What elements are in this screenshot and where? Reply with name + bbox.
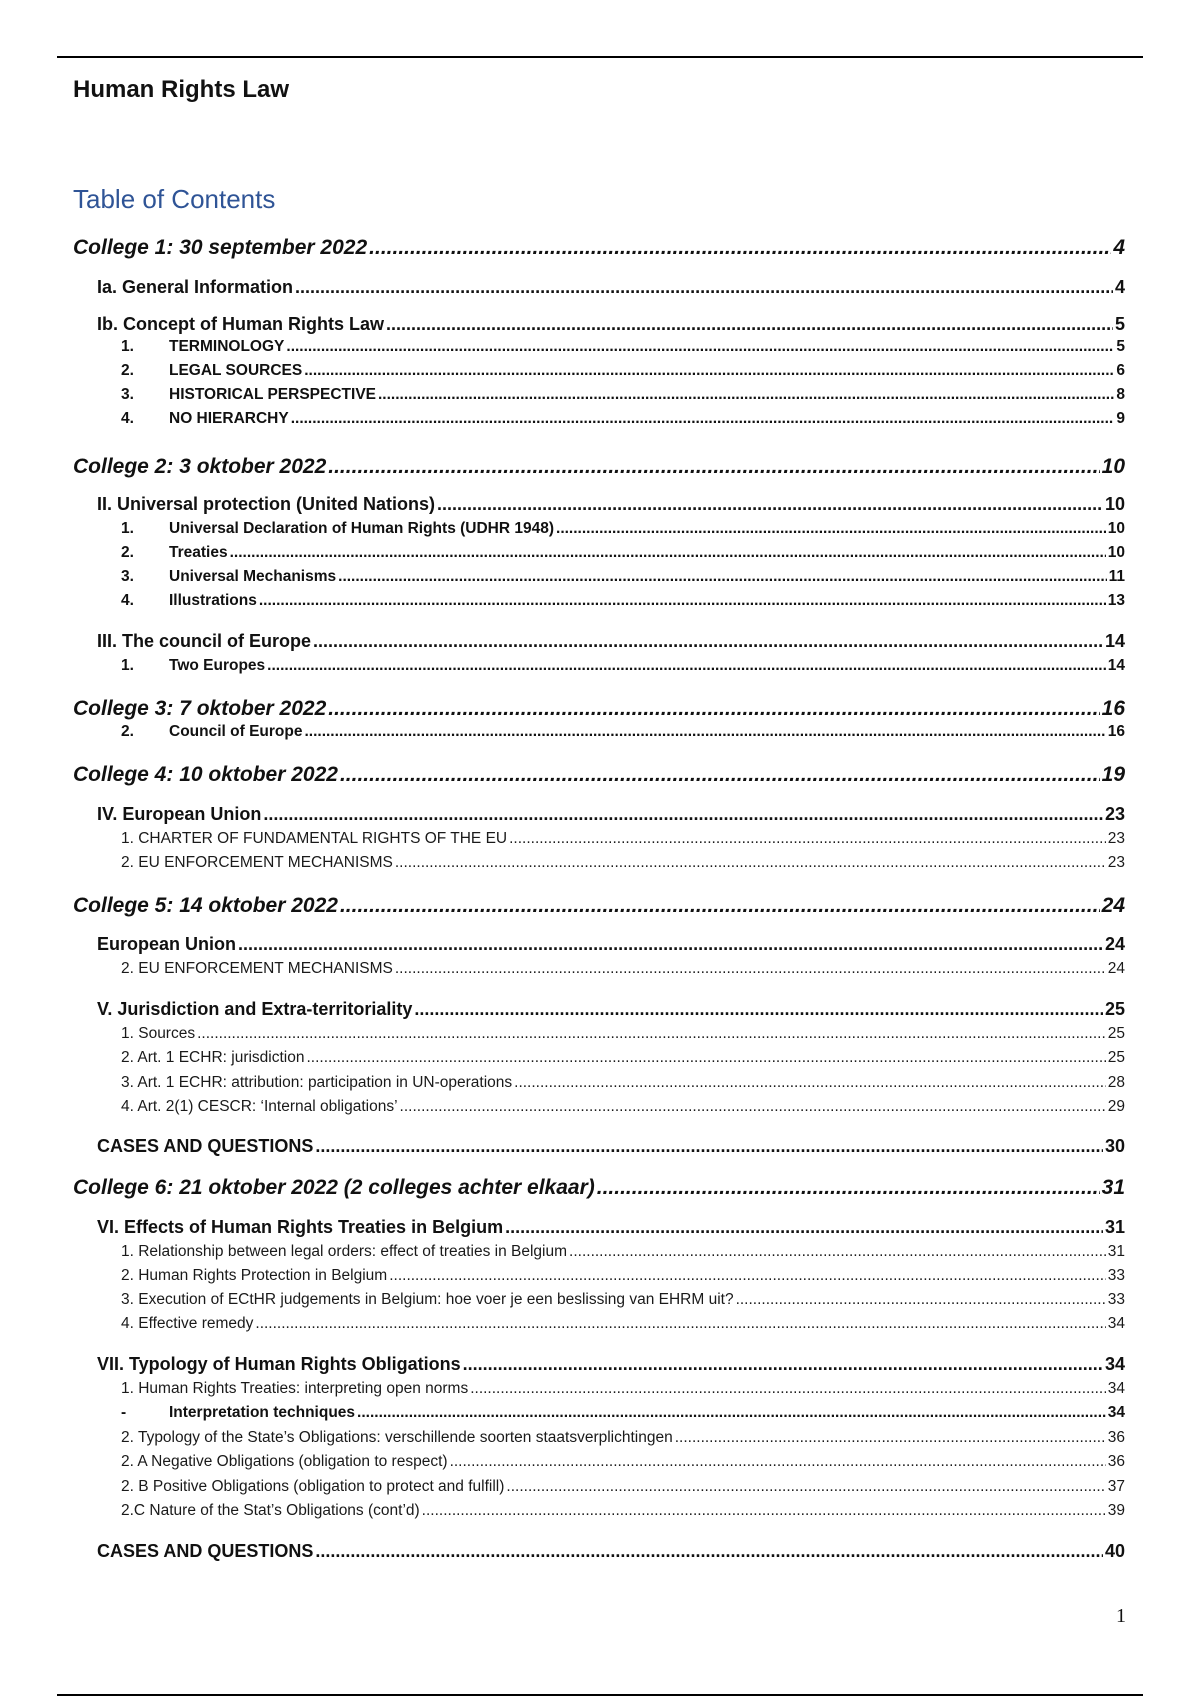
- toc-entry-page: 10: [1101, 455, 1125, 478]
- toc-entry-page: 4: [1114, 277, 1125, 297]
- toc-entry-page: 16: [1101, 697, 1125, 720]
- toc-entry-label: Interpretation techniques: [169, 1404, 356, 1421]
- toc-entry-label: College 4: 10 oktober 2022: [73, 763, 338, 786]
- toc-entry-page: 34: [1107, 1380, 1125, 1397]
- toc-entry[interactable]: [97, 494, 1125, 515]
- dot-leader: [340, 763, 1100, 787]
- toc-entry-number: 1.: [121, 338, 134, 355]
- dot-leader: [505, 1217, 1103, 1238]
- dot-leader: [267, 657, 1106, 675]
- toc-entry-label: Two Europes: [169, 657, 266, 674]
- toc-entry-page: 34: [1107, 1315, 1125, 1332]
- dot-leader: [450, 1453, 1106, 1471]
- toc-entry-page: 34: [1104, 1354, 1125, 1374]
- toc-entry-page: 25: [1107, 1049, 1125, 1066]
- dot-leader: [556, 520, 1106, 538]
- toc-entry-page: 33: [1107, 1291, 1125, 1308]
- dot-leader: [230, 544, 1106, 562]
- footer-rule: [57, 1694, 1143, 1696]
- toc-entry-label: III. The council of Europe: [97, 631, 312, 651]
- dot-leader: [506, 1478, 1105, 1496]
- toc-entry[interactable]: [97, 1354, 1125, 1375]
- toc-entry[interactable]: [121, 1291, 1125, 1309]
- toc-entry-number: 2.: [121, 544, 134, 561]
- toc-entry-page: 30: [1104, 1136, 1125, 1156]
- toc-entry-label: LEGAL SOURCES: [169, 362, 303, 379]
- toc-entry-label: Ia. General Information: [97, 277, 294, 297]
- toc-entry[interactable]: [97, 934, 1125, 955]
- toc-entry[interactable]: [73, 697, 1125, 721]
- dot-leader: [369, 236, 1111, 260]
- toc-entry[interactable]: [121, 338, 1125, 356]
- toc-entry-label: European Union: [97, 934, 236, 954]
- header-rule: [57, 56, 1143, 58]
- dot-leader: [395, 960, 1106, 978]
- toc-entry-label: 1. Sources: [121, 1025, 196, 1042]
- toc-entry-page: 13: [1107, 592, 1125, 609]
- toc-entry[interactable]: [97, 314, 1125, 335]
- toc-entry-label: VII. Typology of Human Rights Obligations: [97, 1354, 461, 1374]
- toc-entry[interactable]: [121, 1429, 1125, 1447]
- toc-entry-label: 1. Relationship between legal orders: effect of treaties in Belgium: [121, 1243, 568, 1260]
- toc-entry[interactable]: [121, 544, 1125, 562]
- toc-entry[interactable]: [121, 1315, 1125, 1333]
- dot-leader: [259, 592, 1106, 610]
- toc-entry[interactable]: [121, 1380, 1125, 1398]
- toc-entry-page: 28: [1107, 1074, 1125, 1091]
- toc-entry-page: 5: [1114, 314, 1125, 334]
- toc-entry-label: V. Jurisdiction and Extra-territoriality: [97, 999, 413, 1019]
- dot-leader: [736, 1291, 1106, 1309]
- toc-entry-label: VI. Effects of Human Rights Treaties in Belgium: [97, 1217, 504, 1237]
- toc-entry-label: College 2: 3 oktober 2022: [73, 455, 327, 478]
- dot-leader: [255, 1315, 1105, 1333]
- dot-leader: [238, 934, 1103, 955]
- toc-entry-page: 23: [1104, 804, 1125, 824]
- toc-entry-number: 3.: [121, 568, 134, 585]
- toc-entry-label: 2. EU ENFORCEMENT MECHANISMS: [121, 854, 393, 871]
- dot-leader: [313, 631, 1103, 652]
- toc-entry-label: Universal Declaration of Human Rights (UDHR 1948): [169, 520, 555, 537]
- toc-entry-page: 40: [1104, 1541, 1125, 1561]
- toc-entry[interactable]: [121, 723, 1125, 741]
- dot-leader: [197, 1025, 1106, 1043]
- toc-entry-label: 1. CHARTER OF FUNDAMENTAL RIGHTS OF THE EU: [121, 830, 508, 847]
- toc-entry-page: 10: [1107, 520, 1125, 537]
- toc-entry-page: 29: [1107, 1098, 1125, 1115]
- dot-leader: [437, 494, 1103, 515]
- dot-leader: [395, 854, 1106, 872]
- toc-entry[interactable]: [121, 410, 1125, 428]
- toc-entry-page: 36: [1107, 1429, 1125, 1446]
- toc-entry-label: 4. Effective remedy: [121, 1315, 254, 1332]
- dot-leader: [315, 1541, 1103, 1562]
- page-number: 1: [1116, 1605, 1126, 1627]
- dot-leader: [304, 362, 1114, 380]
- toc-entry[interactable]: [73, 1176, 1125, 1200]
- toc-entry-label: CASES AND QUESTIONS: [97, 1541, 314, 1561]
- toc-entry[interactable]: [121, 1098, 1125, 1116]
- toc-entry-label: 2. EU ENFORCEMENT MECHANISMS: [121, 960, 393, 977]
- toc-entry[interactable]: [97, 1217, 1125, 1238]
- toc-entry-page: 9: [1116, 410, 1125, 427]
- toc-entry[interactable]: [121, 520, 1125, 538]
- dot-leader: [291, 410, 1115, 428]
- dot-leader: [338, 568, 1106, 586]
- toc-entry-label: College 6: 21 oktober 2022 (2 colleges achter elkaar): [73, 1176, 595, 1199]
- toc-entry-label: II. Universal protection (United Nations): [97, 494, 436, 514]
- toc-entry-label: NO HIERARCHY: [169, 410, 289, 427]
- toc-entry[interactable]: [121, 1025, 1125, 1043]
- toc-entry-label: 2. Art. 1 ECHR: jurisdiction: [121, 1049, 305, 1066]
- toc-entry[interactable]: [121, 657, 1125, 675]
- toc-entry-number: 2.: [121, 362, 134, 379]
- toc-entry-page: 23: [1107, 854, 1125, 871]
- toc-entry-label: 1. Human Rights Treaties: interpreting open norms: [121, 1380, 469, 1397]
- toc-entry-page: 24: [1101, 894, 1125, 917]
- dot-leader: [263, 804, 1103, 825]
- toc-entry-page: 10: [1104, 494, 1125, 514]
- toc-entry-page: 8: [1116, 386, 1125, 403]
- toc-entry-label: College 5: 14 oktober 2022: [73, 894, 338, 917]
- toc-entry-number: 2.: [121, 723, 134, 740]
- toc-entry-page: 39: [1107, 1502, 1125, 1519]
- toc-entry-page: 24: [1104, 934, 1125, 954]
- toc-entry[interactable]: [97, 1541, 1125, 1562]
- toc-entry-label: IV. European Union: [97, 804, 262, 824]
- toc-entry-page: 10: [1107, 544, 1125, 561]
- toc-entry-page: 14: [1104, 631, 1125, 651]
- toc-entry-page: 14: [1107, 657, 1125, 674]
- toc-entry-page: 11: [1108, 568, 1125, 585]
- toc-entry-page: 16: [1107, 723, 1125, 740]
- toc-entry[interactable]: [121, 592, 1125, 610]
- dot-leader: [295, 277, 1113, 298]
- toc-entry-number: 1.: [121, 520, 134, 537]
- toc-entry[interactable]: [121, 1453, 1125, 1471]
- dot-leader: [422, 1502, 1106, 1520]
- toc-entry[interactable]: [121, 960, 1125, 978]
- toc-entry[interactable]: [121, 1074, 1125, 1092]
- toc-entry-label: 2. B Positive Obligations (obligation to protect and fulfill): [121, 1478, 505, 1495]
- dot-leader: [340, 894, 1100, 918]
- toc-entry-page: 31: [1101, 1176, 1125, 1199]
- toc-entry[interactable]: [121, 1243, 1125, 1261]
- toc-entry-label: 3. Execution of ECtHR judgements in Belgium: hoe voer je een beslissing van EHRM uit?: [121, 1291, 734, 1308]
- toc-entry-number: 1.: [121, 657, 134, 674]
- toc-entry[interactable]: [121, 1049, 1125, 1067]
- toc-entry-number: 4.: [121, 592, 134, 609]
- toc-entry-page: 25: [1104, 999, 1125, 1019]
- toc-entry[interactable]: [73, 763, 1125, 787]
- dot-leader: [315, 1136, 1103, 1157]
- toc-entry[interactable]: [121, 1267, 1125, 1285]
- toc-entry-page: 4: [1113, 236, 1125, 259]
- document-title: Human Rights Law: [73, 76, 290, 103]
- toc-entry-label: 2.C Nature of the Stat’s Obligations (cont’d): [121, 1502, 420, 1519]
- toc-entry-label: CASES AND QUESTIONS: [97, 1136, 314, 1156]
- toc-entry[interactable]: [121, 1404, 1125, 1422]
- toc-entry-page: 33: [1107, 1267, 1125, 1284]
- toc-entry[interactable]: [121, 568, 1125, 586]
- dot-leader: [286, 338, 1114, 356]
- toc-entry[interactable]: [121, 362, 1125, 380]
- toc-entry-page: 6: [1116, 362, 1125, 379]
- dot-leader: [357, 1404, 1106, 1422]
- toc-entry-number: 4.: [121, 410, 134, 427]
- toc-entry[interactable]: [73, 894, 1125, 918]
- toc-entry-number: -: [121, 1404, 127, 1421]
- toc-entry-page: 37: [1107, 1478, 1125, 1495]
- toc-entry-page: 25: [1107, 1025, 1125, 1042]
- toc-entry-page: 36: [1107, 1453, 1125, 1470]
- dot-leader: [414, 999, 1103, 1020]
- toc-entry[interactable]: [97, 804, 1125, 825]
- dot-leader: [328, 455, 1099, 479]
- toc-entry-page: 5: [1116, 338, 1125, 355]
- toc-entry-page: 31: [1104, 1217, 1125, 1237]
- toc-heading: Table of Contents: [73, 184, 276, 214]
- toc-entry[interactable]: [97, 999, 1125, 1020]
- toc-entry-number: 3.: [121, 386, 134, 403]
- toc-entry[interactable]: [73, 455, 1125, 479]
- toc-entry-label: Council of Europe: [169, 723, 303, 740]
- toc-entry[interactable]: [121, 1502, 1125, 1520]
- dot-leader: [400, 1098, 1106, 1116]
- dot-leader: [306, 1049, 1105, 1067]
- toc-entry-label: TERMINOLOGY: [169, 338, 285, 355]
- toc-entry[interactable]: [121, 1478, 1125, 1496]
- toc-entry-label: College 1: 30 september 2022: [73, 236, 368, 259]
- dot-leader: [597, 1176, 1100, 1200]
- toc-entry[interactable]: [97, 631, 1125, 652]
- dot-leader: [675, 1429, 1106, 1447]
- toc-entry[interactable]: [97, 277, 1125, 298]
- toc-entry[interactable]: [121, 854, 1125, 872]
- toc-entry-label: Ib. Concept of Human Rights Law: [97, 314, 384, 334]
- toc-entry-label: HISTORICAL PERSPECTIVE: [169, 386, 376, 403]
- toc-entry-label: 2. A Negative Obligations (obligation to respect): [121, 1453, 448, 1470]
- toc-entry-label: 2. Typology of the State’s Obligations: verschillende soorten staatsverplichtingen: [121, 1429, 673, 1446]
- toc-entry-page: 24: [1107, 960, 1125, 977]
- dot-leader: [514, 1074, 1106, 1092]
- dot-leader: [569, 1243, 1106, 1261]
- dot-leader: [389, 1267, 1106, 1285]
- toc-entry[interactable]: [121, 386, 1125, 404]
- toc-entry-page: 23: [1107, 830, 1125, 847]
- dot-leader: [328, 697, 1099, 721]
- dot-leader: [386, 314, 1113, 335]
- dot-leader: [304, 723, 1105, 741]
- toc-entry-label: College 3: 7 oktober 2022: [73, 697, 327, 720]
- dot-leader: [470, 1380, 1106, 1398]
- toc-entry-label: 2. Human Rights Protection in Belgium: [121, 1267, 388, 1284]
- toc-entry-page: 19: [1101, 763, 1125, 786]
- toc-entry-label: Treaties: [169, 544, 228, 561]
- dot-leader: [378, 386, 1114, 404]
- toc-entry-page: 31: [1107, 1243, 1125, 1260]
- toc-entry-label: Illustrations: [169, 592, 257, 609]
- dot-leader: [463, 1354, 1103, 1375]
- toc-entry[interactable]: [97, 1136, 1125, 1157]
- dot-leader: [509, 830, 1106, 848]
- toc-entry-label: 4. Art. 2(1) CESCR: ‘Internal obligations’: [121, 1098, 398, 1115]
- toc-entry-page: 34: [1107, 1404, 1125, 1421]
- toc-entry-label: 3. Art. 1 ECHR: attribution: participation in UN-operations: [121, 1074, 513, 1091]
- toc-entry[interactable]: [73, 236, 1125, 260]
- toc-entry-label: Universal Mechanisms: [169, 568, 337, 585]
- toc-entry[interactable]: [121, 830, 1125, 848]
